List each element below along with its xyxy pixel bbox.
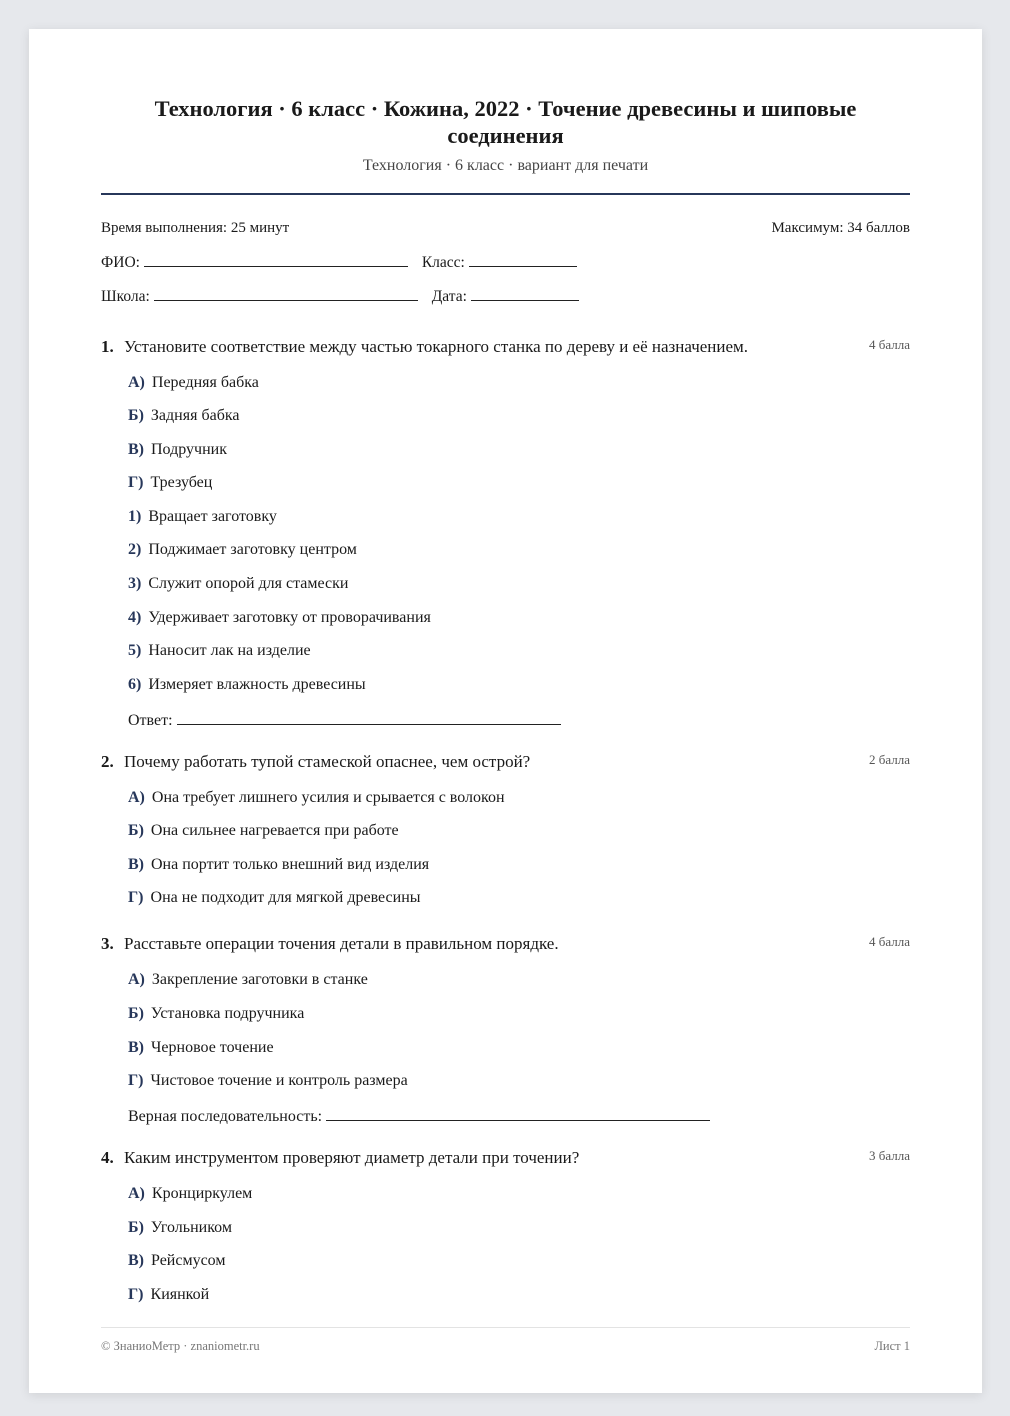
- max-score: Максимум: 34 баллов: [771, 220, 910, 236]
- answer-field[interactable]: [177, 710, 561, 725]
- option-text: Трезубец: [150, 474, 213, 491]
- school-label: Школа:: [101, 288, 150, 305]
- option-letter: Г): [128, 889, 144, 906]
- option-item[interactable]: [128, 1286, 209, 1304]
- option-letter: Г): [128, 1072, 144, 1089]
- question-points: 2 балла: [869, 752, 910, 767]
- option-item[interactable]: [128, 971, 368, 989]
- option-text: Она сильнее нагревается при работе: [150, 822, 399, 839]
- option-item[interactable]: [128, 508, 277, 526]
- option-item[interactable]: [128, 822, 399, 840]
- option-item[interactable]: [128, 1185, 252, 1203]
- option-text: Измеряет влажность древесины: [148, 676, 366, 693]
- option-text: Кронциркулем: [151, 1185, 253, 1202]
- option-item[interactable]: [128, 1219, 232, 1237]
- school-field[interactable]: [154, 286, 418, 301]
- option-letter: 4): [128, 609, 142, 626]
- answer-row: [128, 710, 561, 730]
- option-text: Наносит лак на изделие: [148, 642, 311, 659]
- option-text: Служит опорой для стамески: [148, 575, 349, 592]
- option-letter: А): [128, 789, 145, 806]
- page-title: Технология · 6 класс · Кожина, 2022 · Точение древесины и шиповые соединения: [154, 96, 857, 148]
- option-item[interactable]: [128, 1072, 408, 1090]
- option-letter: В): [128, 1039, 144, 1056]
- option-item[interactable]: [128, 889, 421, 907]
- option-item[interactable]: [128, 441, 227, 459]
- option-text: Она портит только внешний вид изделия: [151, 856, 430, 873]
- option-item[interactable]: [128, 1039, 274, 1057]
- option-letter: Б): [128, 407, 144, 424]
- option-letter: Г): [128, 1286, 144, 1303]
- option-letter: 3): [128, 575, 142, 592]
- question-text: Установите соответствие между частью токарного станка по дереву и её назначением.: [124, 337, 749, 356]
- question-text: Расставьте операции точения детали в правильном порядке.: [124, 934, 559, 953]
- question-number: 1.: [101, 337, 114, 356]
- footer-divider: [101, 1327, 910, 1328]
- answer-field[interactable]: [326, 1106, 710, 1121]
- answer-label: Ответ:: [128, 712, 173, 729]
- option-item[interactable]: [128, 609, 431, 627]
- option-letter: А): [128, 374, 145, 391]
- option-letter: Б): [128, 822, 144, 839]
- header-divider: [101, 193, 910, 195]
- option-text: Киянкой: [150, 1286, 210, 1303]
- school-date-row: [101, 286, 910, 306]
- option-text: Она требует лишнего усилия и срывается с волокон: [151, 789, 505, 806]
- option-text: Она не подходит для мягкой древесины: [150, 889, 421, 906]
- option-text: Вращает заготовку: [148, 508, 277, 525]
- option-item[interactable]: [128, 575, 348, 593]
- option-letter: Г): [128, 474, 144, 491]
- option-item[interactable]: [128, 856, 429, 874]
- question-number: 2.: [101, 752, 114, 771]
- option-item[interactable]: [128, 1252, 226, 1270]
- option-item[interactable]: [128, 407, 239, 425]
- option-letter: В): [128, 441, 144, 458]
- question-number: 3.: [101, 934, 114, 953]
- option-text: Установка подручника: [150, 1005, 305, 1022]
- question-text: Каким инструментом проверяют диаметр детали при точении?: [124, 1148, 580, 1167]
- option-item[interactable]: [128, 676, 366, 694]
- option-text: Черновое точение: [151, 1039, 274, 1056]
- option-letter: А): [128, 1185, 145, 1202]
- question-points: 4 балла: [869, 934, 910, 949]
- option-text: Угольником: [150, 1219, 232, 1236]
- option-text: Рейсмусом: [151, 1252, 226, 1269]
- option-text: Поджимает заготовку центром: [148, 541, 357, 558]
- option-item[interactable]: [128, 474, 212, 492]
- fio-field[interactable]: [144, 252, 408, 267]
- option-item[interactable]: [128, 374, 259, 392]
- option-letter: Б): [128, 1219, 144, 1236]
- option-letter: Б): [128, 1005, 144, 1022]
- option-letter: 5): [128, 642, 142, 659]
- option-text: Чистовое точение и контроль размера: [150, 1072, 408, 1089]
- option-text: Передняя бабка: [151, 374, 259, 391]
- class-label: Класс:: [421, 254, 465, 271]
- date-field[interactable]: [471, 286, 579, 301]
- fio-class-row: [101, 252, 910, 272]
- option-item[interactable]: [128, 541, 357, 559]
- option-item[interactable]: [128, 642, 311, 660]
- question-3-header: [101, 934, 910, 954]
- answer-label: Верная последовательность:: [128, 1108, 323, 1125]
- option-text: Удерживает заготовку от проворачивания: [148, 609, 431, 626]
- option-letter: В): [128, 1252, 144, 1269]
- option-item[interactable]: [128, 789, 505, 807]
- option-letter: А): [128, 971, 145, 988]
- option-letter: 2): [128, 541, 142, 558]
- footer-copyright: © ЗнаниоМетр · znaniometr.ru: [101, 1339, 260, 1353]
- question-4-header: [101, 1148, 910, 1168]
- option-item[interactable]: [128, 1005, 304, 1023]
- footer-page-number: Лист 1: [874, 1339, 910, 1353]
- option-text: Подручник: [151, 441, 227, 458]
- question-points: 4 балла: [869, 337, 910, 352]
- option-letter: 1): [128, 508, 142, 525]
- worksheet-page: [29, 29, 982, 1393]
- date-label: Дата:: [431, 288, 467, 305]
- time-limit: Время выполнения: 25 минут: [101, 220, 290, 236]
- question-number: 4.: [101, 1148, 114, 1167]
- option-text: Задняя бабка: [150, 407, 240, 424]
- option-text: Закрепление заготовки в станке: [151, 971, 368, 988]
- answer-row: [128, 1106, 710, 1126]
- option-letter: В): [128, 856, 144, 873]
- option-letter: 6): [128, 676, 142, 693]
- fio-label: ФИО:: [101, 254, 140, 271]
- question-points: 3 балла: [869, 1148, 910, 1163]
- question-2-header: [101, 752, 910, 772]
- question-1-header: [101, 337, 910, 357]
- class-field[interactable]: [469, 252, 577, 267]
- page-subtitle: Технология · 6 класс · вариант для печати: [362, 157, 649, 174]
- question-text: Почему работать тупой стамеской опаснее, чем острой?: [124, 752, 531, 771]
